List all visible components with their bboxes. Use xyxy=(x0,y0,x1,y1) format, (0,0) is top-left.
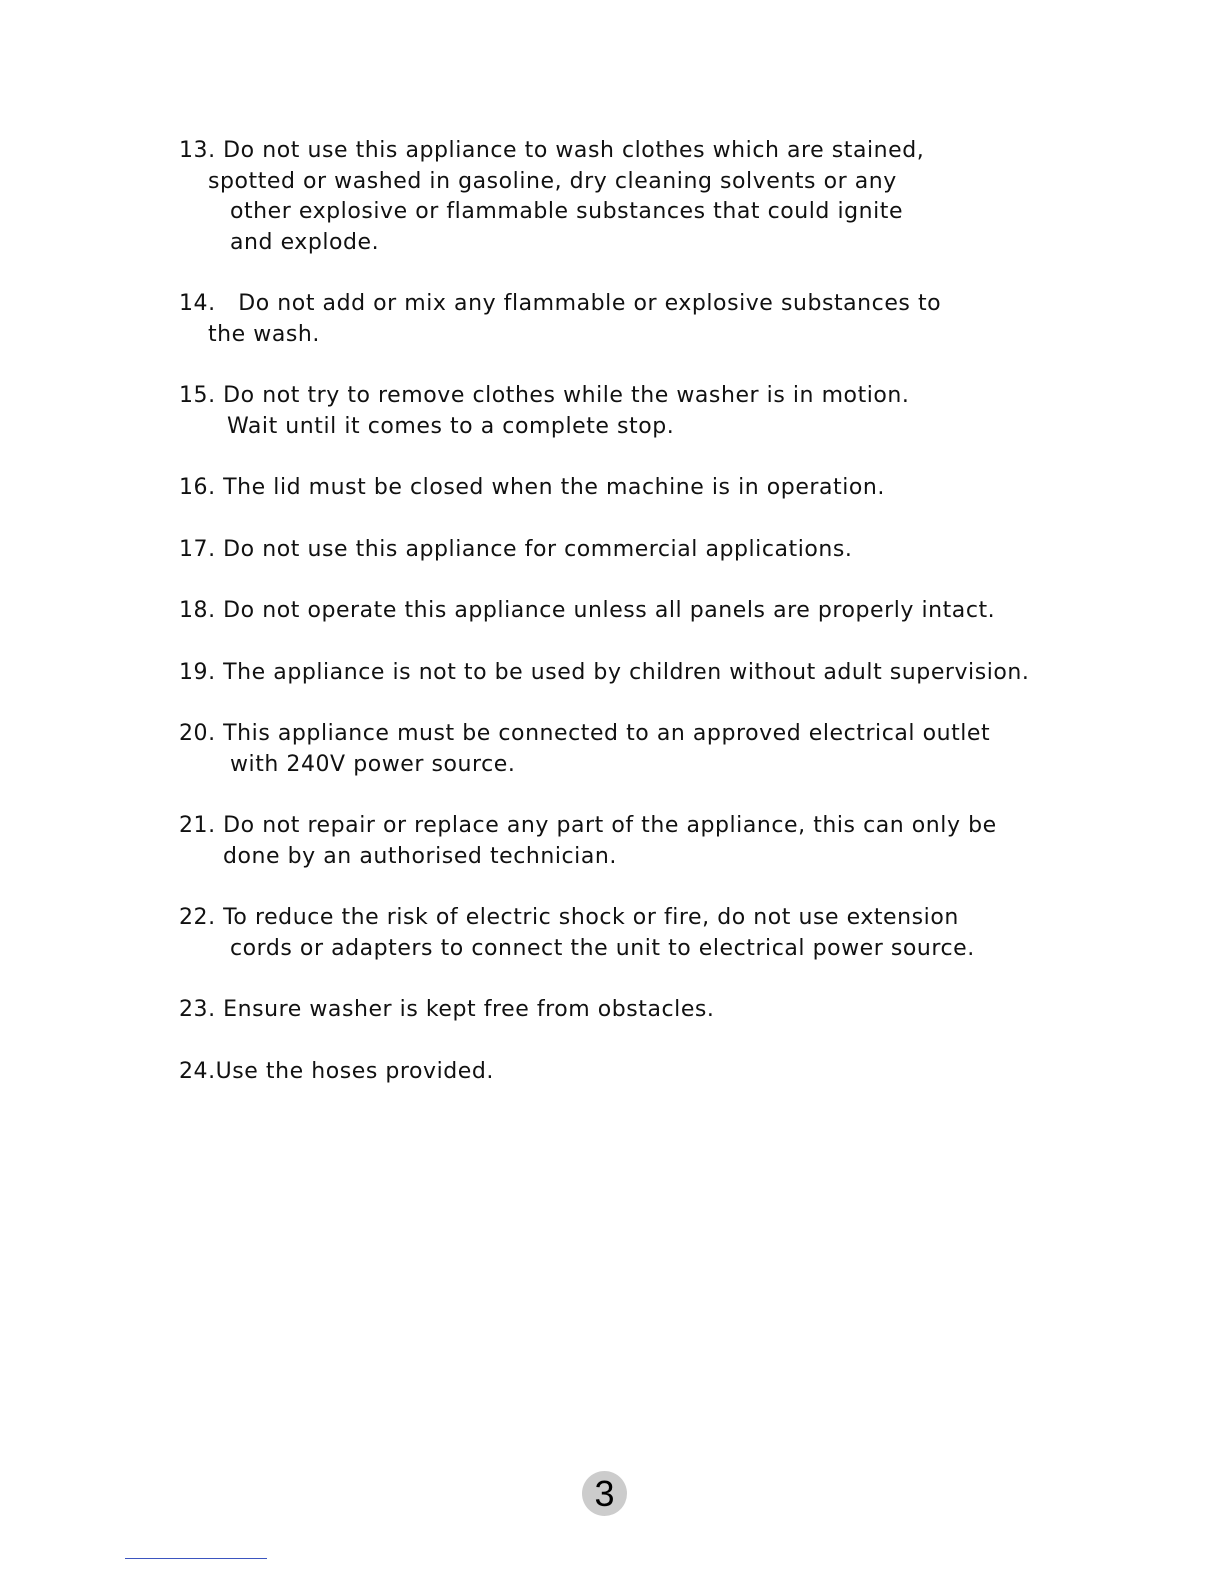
item-line: 14. Do not add or mix any flammable or explosive substances to xyxy=(179,291,942,316)
list-item xyxy=(179,535,1059,566)
list-item xyxy=(179,658,1059,689)
item-line: 19. The appliance is not to be used by children without adult supervision. xyxy=(179,659,1030,685)
item-line: spotted or washed in gasoline, dry cleaning solvents or any xyxy=(208,168,897,194)
item-line: 17. Do not use this appliance for commercial applications. xyxy=(179,536,853,562)
list-item xyxy=(179,903,1059,964)
item-line: 15. Do not try to remove clothes while the washer is in motion. xyxy=(179,383,910,408)
page-number-badge: 3 xyxy=(582,1471,627,1516)
safety-instructions-list xyxy=(179,136,1059,1118)
item-line: Wait until it comes to a complete stop. xyxy=(227,413,675,439)
item-line: 24.Use the hoses provided. xyxy=(179,1058,494,1084)
list-item xyxy=(179,995,1059,1026)
item-line: 13. Do not use this appliance to wash clothes which are stained, xyxy=(179,138,925,163)
item-line: 23. Ensure washer is kept free from obstacles. xyxy=(179,997,715,1022)
item-line: 16. The lid must be closed when the machine is in operation. xyxy=(179,475,885,500)
list-item xyxy=(179,596,1059,627)
item-line: done by an authorised technician. xyxy=(223,843,617,869)
list-item xyxy=(179,136,1059,258)
list-item xyxy=(179,289,1059,350)
item-line: 20. This appliance must be connected to an approved electrical outlet xyxy=(179,721,991,746)
item-line: 22. To reduce the risk of electric shock or fire, do not use extension xyxy=(179,905,959,930)
item-line: with 240V power source. xyxy=(230,751,516,777)
list-item xyxy=(179,811,1059,872)
footer-divider xyxy=(125,1558,267,1559)
item-line: and explode. xyxy=(230,229,380,255)
list-item xyxy=(179,719,1059,780)
item-line: cords or adapters to connect the unit to electrical power source. xyxy=(230,935,975,961)
item-line: other explosive or flammable substances that could ignite xyxy=(230,199,904,224)
item-line: 18. Do not operate this appliance unless all panels are properly intact. xyxy=(179,598,996,623)
list-item xyxy=(179,381,1059,442)
item-line: 21. Do not repair or replace any part of the appliance, this can only be xyxy=(179,813,997,838)
list-item xyxy=(179,1057,1059,1088)
item-line: the wash. xyxy=(208,321,320,347)
list-item xyxy=(179,473,1059,504)
